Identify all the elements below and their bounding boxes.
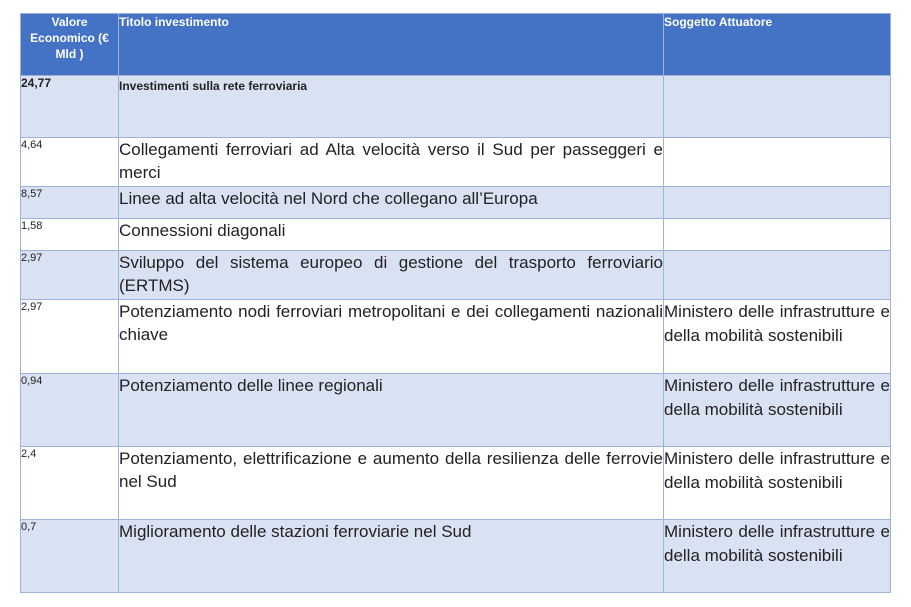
table-row (21, 76, 891, 138)
row-actor: Ministero delle infrastrutture e della mobilità sostenibili (664, 447, 891, 520)
table-row (21, 219, 891, 251)
header-value: Valore Economico (€ Mld ) (21, 14, 119, 76)
row-value: 8,57 (21, 187, 119, 219)
header-title: Titolo investimento (119, 14, 664, 76)
row-value: 1,58 (21, 219, 119, 251)
row-actor (664, 138, 891, 187)
row-title: Miglioramento delle stazioni ferroviarie nel Sud (119, 520, 664, 593)
row-value: 2,97 (21, 251, 119, 300)
row-title: Sviluppo del sistema europeo di gestione del trasporto ferroviario (ERTMS) (119, 251, 664, 300)
row-actor: Ministero delle infrastrutture e della mobilità sostenibili (664, 520, 891, 593)
row-title: Potenziamento nodi ferroviari metropolitani e dei collegamenti nazionali chiave (119, 300, 664, 374)
table-header-row (21, 14, 891, 76)
row-value: 0,94 (21, 374, 119, 447)
table-row (21, 300, 891, 374)
row-actor (664, 251, 891, 300)
row-actor: Ministero delle infrastrutture e della mobilità sostenibili (664, 374, 891, 447)
table-row (21, 138, 891, 187)
row-value: 0,7 (21, 520, 119, 593)
row-title: Connessioni diagonali (119, 219, 664, 251)
table-row (21, 187, 891, 219)
row-title: Investimenti sulla rete ferroviaria (119, 76, 664, 138)
row-value: 2,97 (21, 300, 119, 374)
row-title: Collegamenti ferroviari ad Alta velocità verso il Sud per passeggeri e merci (119, 138, 664, 187)
table-row (21, 251, 891, 300)
row-actor (664, 219, 891, 251)
header-actor: Soggetto Attuatore (664, 14, 891, 76)
row-value: 24,77 (21, 76, 119, 138)
row-actor (664, 187, 891, 219)
row-actor (664, 76, 891, 138)
row-actor: Ministero delle infrastrutture e della mobilità sostenibili (664, 300, 891, 374)
row-title: Linee ad alta velocità nel Nord che collegano all’Europa (119, 187, 664, 219)
investment-table (20, 13, 891, 593)
row-value: 4,64 (21, 138, 119, 187)
table-row (21, 447, 891, 520)
table-row (21, 520, 891, 593)
table-row (21, 374, 891, 447)
row-value: 2,4 (21, 447, 119, 520)
row-title: Potenziamento delle linee regionali (119, 374, 664, 447)
row-title: Potenziamento, elettrificazione e aumento della resilienza delle ferrovie nel Sud (119, 447, 664, 520)
